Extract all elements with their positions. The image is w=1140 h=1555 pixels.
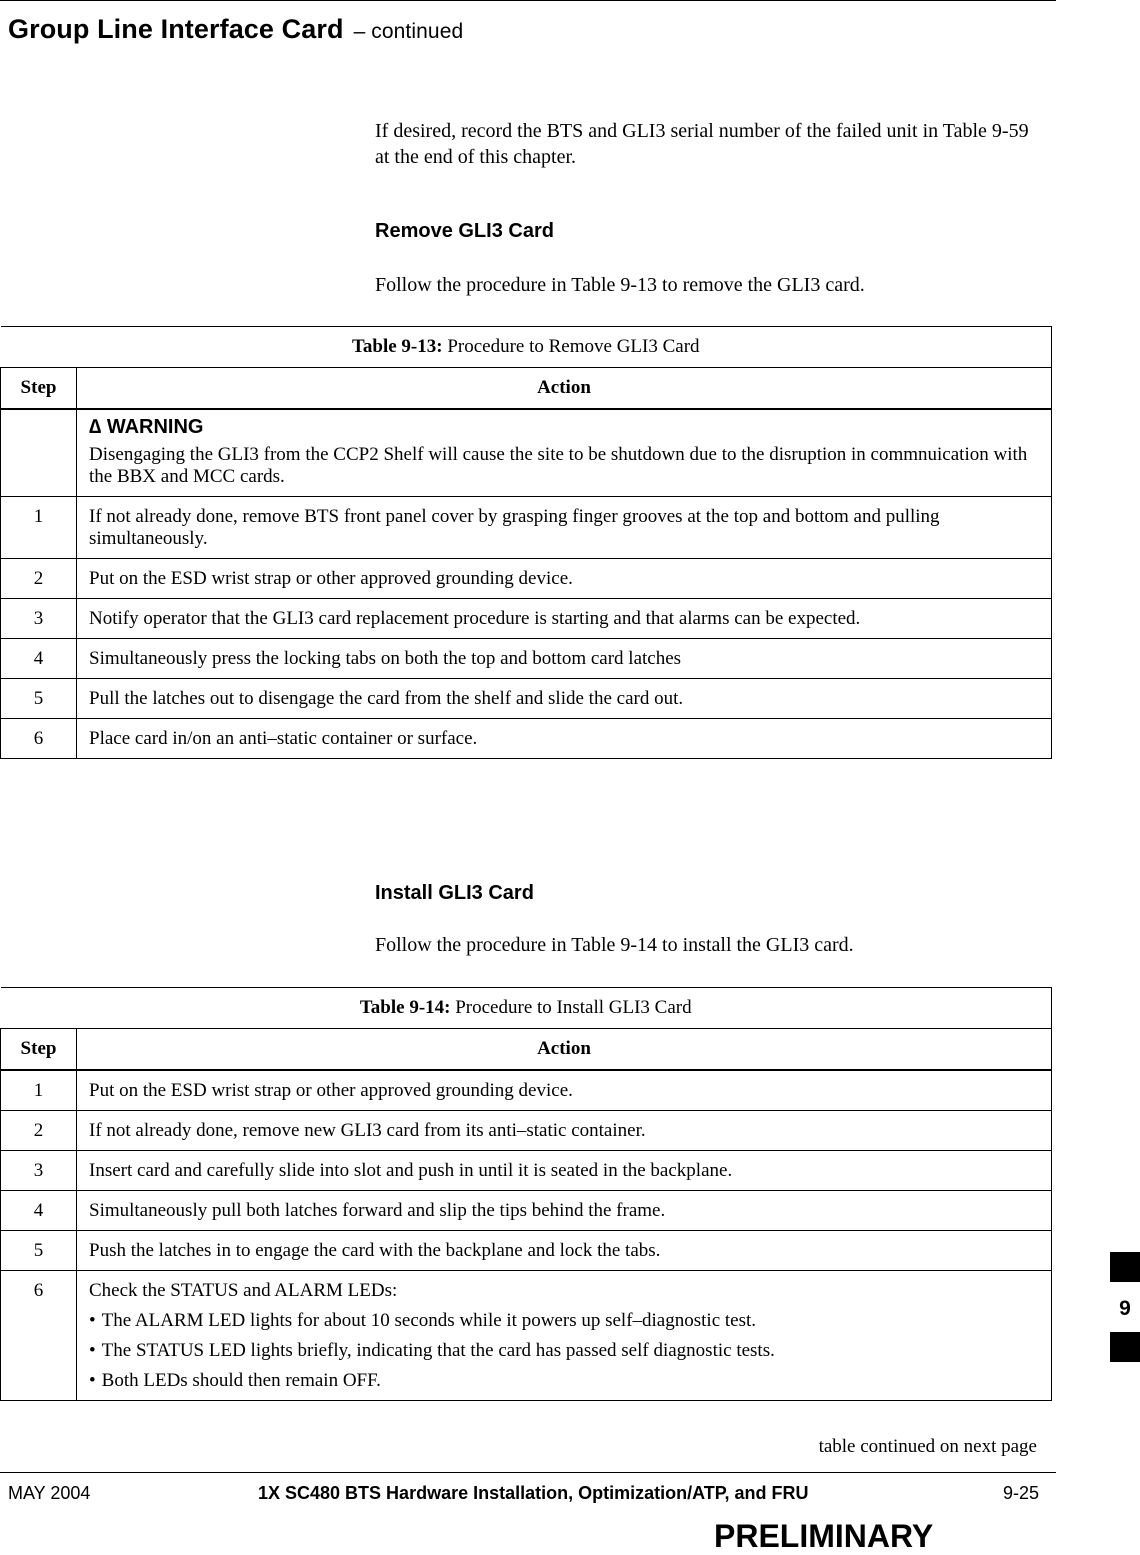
step-number: 5	[1, 679, 77, 719]
step-action: Notify operator that the GLI3 card replacement procedure is starting and that alarms can be expected.	[77, 599, 1052, 639]
step-number: 5	[1, 1231, 77, 1271]
footer-document-title: 1X SC480 BTS Hardware Installation, Optimization/ATP, and FRU	[258, 1483, 809, 1503]
table-row	[1, 1271, 1052, 1401]
table-row	[1, 1111, 1052, 1151]
table-row	[1, 719, 1052, 759]
step-action: Place card in/on an anti–static container or surface.	[77, 719, 1052, 759]
warning-row	[1, 409, 1052, 497]
table-row	[1, 599, 1052, 639]
table-row	[1, 679, 1052, 719]
step-number: 4	[1, 1191, 77, 1231]
warning-text: Disengaging the GLI3 from the CCP2 Shelf will cause the site to be shutdown due to the disruption in commnuication with the BBX and MCC cards.	[89, 444, 1028, 487]
table-caption-label: Table 9-13:	[351, 336, 443, 357]
step-number: 1	[1, 1070, 77, 1111]
chapter-tab-bottom-block	[1110, 1332, 1140, 1362]
step-action: Put on the ESD wrist strap or other approved grounding device.	[77, 559, 1052, 599]
warning-triangle-icon: ∆	[89, 416, 102, 438]
table-row	[1, 497, 1052, 559]
page-header	[8, 14, 463, 45]
table-row	[1, 639, 1052, 679]
remove-procedure-table	[0, 326, 1052, 759]
warning-step-cell	[1, 409, 77, 497]
step-action: Put on the ESD wrist strap or other approved grounding device.	[77, 1070, 1052, 1111]
remove-section-text: Follow the procedure in Table 9-13 to remove the GLI3 card.	[375, 274, 865, 296]
warning-heading	[89, 416, 1041, 438]
preliminary-label: PRELIMINARY	[714, 1518, 934, 1554]
step-action	[77, 1271, 1052, 1401]
remove-section-heading: Remove GLI3 Card	[375, 220, 554, 242]
warning-cell	[77, 409, 1052, 497]
table-row	[1, 1070, 1052, 1111]
table-caption-label: Table 9-14:	[359, 997, 451, 1018]
step-column-header: Step	[1, 1029, 77, 1071]
install-section-text: Follow the procedure in Table 9-14 to install the GLI3 card.	[375, 934, 854, 956]
table-row	[1, 559, 1052, 599]
step-action-intro: Check the STATUS and ALARM LEDs:	[89, 1280, 398, 1301]
action-column-header: Action	[77, 368, 1052, 410]
footer-date: MAY 2004	[8, 1483, 91, 1503]
led-bullet: • The STATUS LED lights briefly, indicating that the card has passed self diagnostic tests.	[89, 1340, 1041, 1362]
step-column-header: Step	[1, 368, 77, 410]
action-column-header: Action	[77, 1029, 1052, 1071]
record-serial-text: If desired, record the BTS and GLI3 serial number of the failed unit in Table 9-59 at the end of this chapter.	[375, 120, 1029, 168]
install-procedure-table	[0, 987, 1052, 1401]
step-number: 6	[1, 1271, 77, 1401]
install-section-heading: Install GLI3 Card	[375, 882, 534, 904]
footer-rule	[0, 1472, 1056, 1473]
step-number: 3	[1, 1151, 77, 1191]
led-bullet: • The ALARM LED lights for about 10 seconds while it powers up self–diagnostic test.	[89, 1310, 1041, 1332]
top-rule	[0, 0, 1056, 1]
table-continued-note: table continued on next page	[818, 1436, 1037, 1457]
footer-page-number: 9-25	[1003, 1483, 1040, 1503]
table-caption-text: Procedure to Remove GLI3 Card	[447, 336, 700, 357]
step-number: 1	[1, 497, 77, 559]
step-action: If not already done, remove new GLI3 card from its anti–static container.	[77, 1111, 1052, 1151]
step-number: 2	[1, 559, 77, 599]
table-caption	[1, 327, 1052, 368]
chapter-tab-number: 9	[1119, 1297, 1131, 1320]
chapter-tab-top-block	[1110, 1252, 1140, 1282]
step-number: 4	[1, 639, 77, 679]
warning-title: WARNING	[106, 416, 204, 438]
table-caption	[1, 988, 1052, 1029]
table-row	[1, 1151, 1052, 1191]
header-title: Group Line Interface Card	[8, 14, 344, 44]
step-number: 2	[1, 1111, 77, 1151]
step-action: Pull the latches out to disengage the card from the shelf and slide the card out.	[77, 679, 1052, 719]
table-caption-text: Procedure to Install GLI3 Card	[455, 997, 692, 1018]
table-row	[1, 1231, 1052, 1271]
step-number: 6	[1, 719, 77, 759]
led-bullet: • Both LEDs should then remain OFF.	[89, 1370, 1041, 1392]
step-action: Insert card and carefully slide into slot and push in until it is seated in the backplane.	[77, 1151, 1052, 1191]
step-action: Simultaneously press the locking tabs on both the top and bottom card latches	[77, 639, 1052, 679]
step-action: If not already done, remove BTS front panel cover by grasping finger grooves at the top and bottom and pulling simultaneously.	[77, 497, 1052, 559]
header-continued: – continued	[353, 20, 464, 43]
step-action: Simultaneously pull both latches forward and slip the tips behind the frame.	[77, 1191, 1052, 1231]
table-row	[1, 1191, 1052, 1231]
step-action: Push the latches in to engage the card with the backplane and lock the tabs.	[77, 1231, 1052, 1271]
step-number: 3	[1, 599, 77, 639]
